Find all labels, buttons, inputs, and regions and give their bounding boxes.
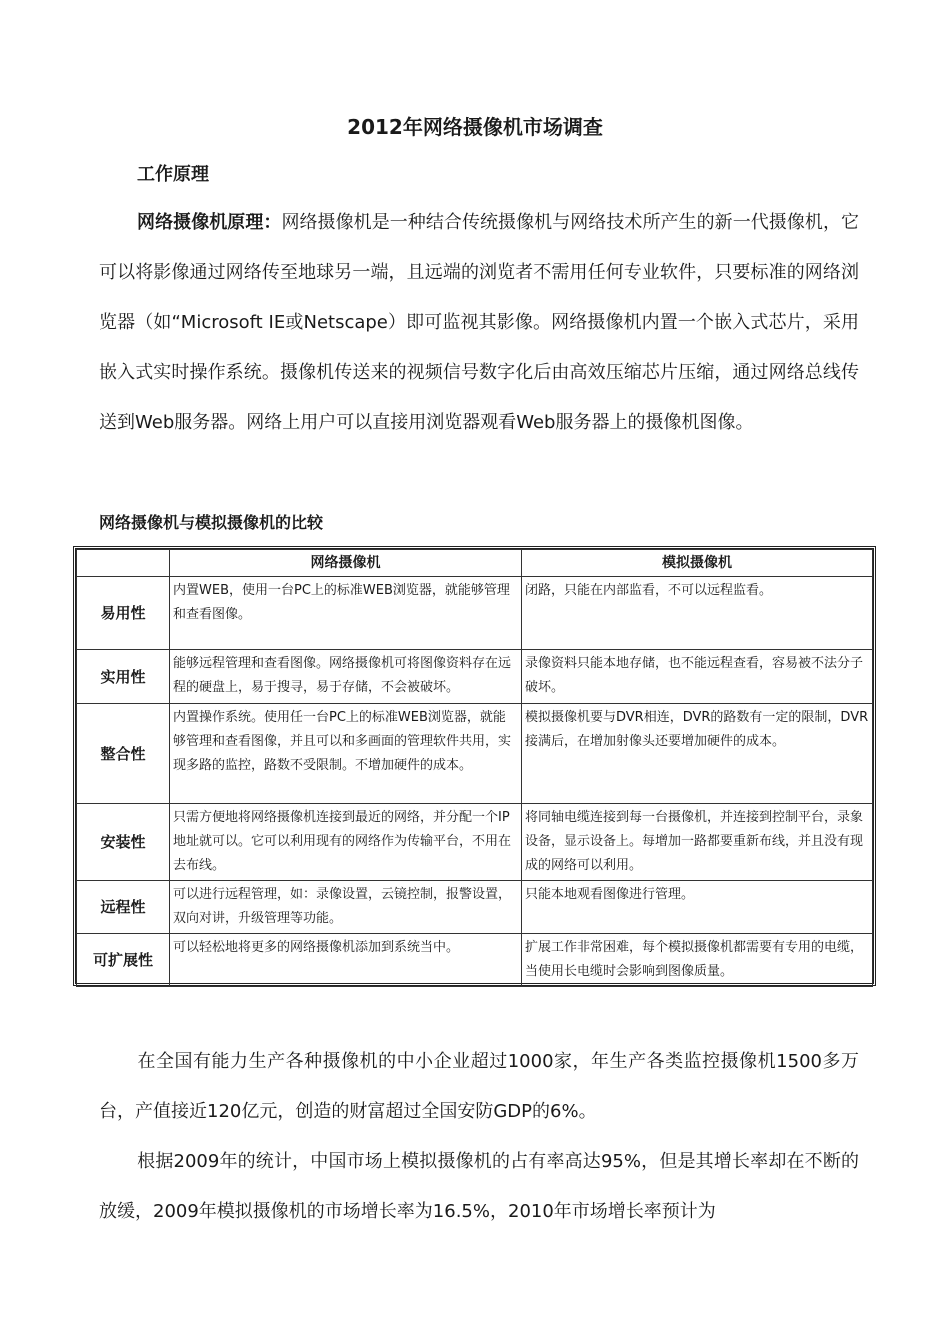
table-header-empty <box>77 550 170 577</box>
row-analog-cell: 将同轴电缆连接到每一台摄像机，并连接到控制平台，录象设备，显示设备上。每增加一路都要重新布线，并且没有现成的网络可以利用。 <box>522 804 873 881</box>
stats-text: 根据2009年的统计，中国市场上模拟摄像机的占有率高达95%，但是其增长率却在不断的放缓，2009年模拟摄像机的市场增长率为16.5%，2010年市场增长率预计为 <box>99 1151 859 1222</box>
table-row <box>77 804 873 881</box>
section-heading-principle: 工作原理 <box>137 164 209 185</box>
table-row <box>77 577 873 650</box>
table-row <box>77 934 873 987</box>
comparison-table-frame <box>73 546 876 986</box>
row-aspect: 易用性 <box>77 577 170 650</box>
market-text: 在全国有能力生产各种摄像机的中小企业超过1000家，年生产各类监控摄像机1500多万台，产值接近120亿元，创造的财富超过全国安防GDP的6%。 <box>99 1051 859 1122</box>
row-analog-cell: 录像资料只能本地存储，也不能远程查看，容易被不法分子破坏。 <box>522 650 873 704</box>
table-row <box>77 881 873 934</box>
row-analog-cell: 扩展工作非常困难，每个模拟摄像机都需要有专用的电缆，当使用长电缆时会影响到图像质量。 <box>522 934 873 987</box>
row-analog-cell: 闭路，只能在内部监看，不可以远程监看。 <box>522 577 873 650</box>
row-aspect: 可扩展性 <box>77 934 170 987</box>
comparison-heading: 网络摄像机与模拟摄像机的比较 <box>99 513 324 532</box>
row-analog-cell: 模拟摄像机要与DVR相连，DVR的路数有一定的限制，DVR接满后，在增加射像头还要增加硬件的成本。 <box>522 704 873 804</box>
row-aspect: 整合性 <box>77 704 170 804</box>
table-header-analog: 模拟摄像机 <box>522 550 873 577</box>
table-header-network: 网络摄像机 <box>170 550 522 577</box>
row-aspect: 安装性 <box>77 804 170 881</box>
stats-paragraph <box>99 1137 859 1237</box>
market-paragraph <box>99 1037 859 1137</box>
row-network-cell: 能够远程管理和查看图像。网络摄像机可将图像资料存在远程的硬盘上，易于搜寻，易于存储，不会被破坏。 <box>170 650 522 704</box>
row-aspect: 实用性 <box>77 650 170 704</box>
principle-label: 网络摄像机原理： <box>137 212 282 233</box>
row-network-cell: 只需方便地将网络摄像机连接到最近的网络，并分配一个IP地址就可以。它可以利用现有的网络作为传输平台，不用在去布线。 <box>170 804 522 881</box>
row-network-cell: 可以进行远程管理，如：录像设置，云镜控制，报警设置，双向对讲，升级管理等功能。 <box>170 881 522 934</box>
row-network-cell: 内置操作系统。使用任一台PC上的标准WEB浏览器，就能够管理和查看图像，并且可以和多画面的管理软件共用，实现多路的监控，路数不受限制。不增加硬件的成本。 <box>170 704 522 804</box>
principle-text: 网络摄像机是一种结合传统摄像机与网络技术所产生的新一代摄像机，它可以将影像通过网络传至地球另一端，且远端的浏览者不需用任何专业软件，只要标准的网络浏览器（如“Microsoft IE或Netscape）即可监视其影像。网络摄像机内置一个嵌入式芯片，采用嵌入式实时操作系统。摄像机传送来的视频信号数字化后由高效压缩芯片压缩，通过网络总线传送到Web服务器。网络上用户可以直接用浏览器观看Web服务器上的摄像机图像。 <box>99 212 859 433</box>
row-aspect: 远程性 <box>77 881 170 934</box>
table-row <box>77 650 873 704</box>
table-row <box>77 704 873 804</box>
row-network-cell: 可以轻松地将更多的网络摄像机添加到系统当中。 <box>170 934 522 987</box>
page-title: 2012年网络摄像机市场调查 <box>347 115 603 139</box>
row-analog-cell: 只能本地观看图像进行管理。 <box>522 881 873 934</box>
comparison-table <box>76 549 873 987</box>
principle-paragraph <box>99 198 859 448</box>
row-network-cell: 内置WEB，使用一台PC上的标准WEB浏览器，就能够管理和查看图像。 <box>170 577 522 650</box>
table-header-row <box>77 550 873 577</box>
